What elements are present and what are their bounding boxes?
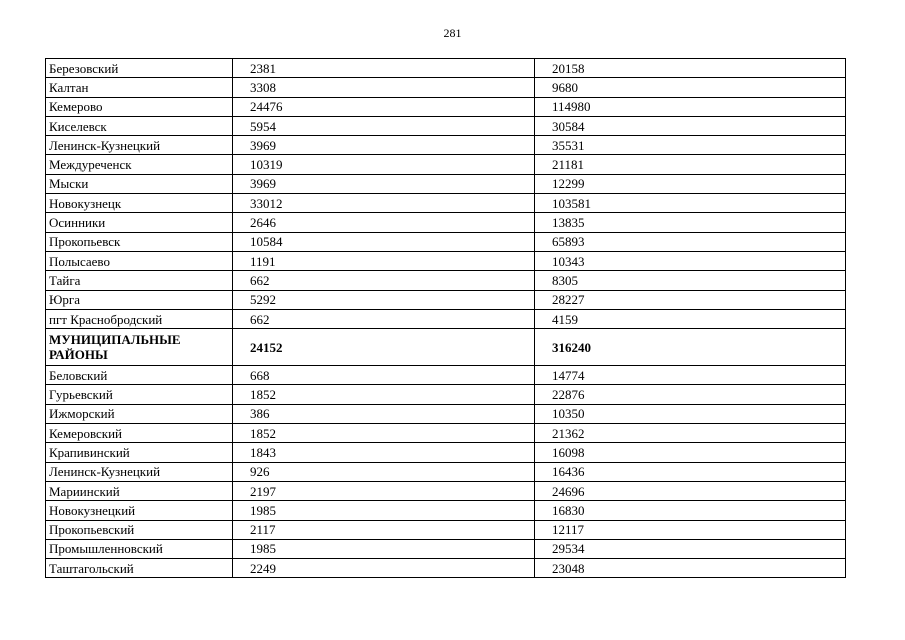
row-value-1: 10319 xyxy=(233,155,535,174)
row-name: Березовский xyxy=(46,59,233,78)
row-name: Новокузнецкий xyxy=(46,501,233,520)
row-value-1: 1852 xyxy=(233,424,535,443)
table-row xyxy=(46,424,846,443)
table-row xyxy=(46,174,846,193)
table-row xyxy=(46,194,846,213)
row-name: Полысаево xyxy=(46,251,233,270)
table-row xyxy=(46,97,846,116)
row-name: Междуреченск xyxy=(46,155,233,174)
row-name: пгт Краснобродский xyxy=(46,309,233,328)
row-value-1: 33012 xyxy=(233,194,535,213)
row-value-2: 20158 xyxy=(535,59,846,78)
table-row xyxy=(46,155,846,174)
row-value-2: 65893 xyxy=(535,232,846,251)
row-name: Калтан xyxy=(46,78,233,97)
row-value-2: 10350 xyxy=(535,404,846,423)
table-row xyxy=(46,404,846,423)
table-row xyxy=(46,309,846,328)
table-row xyxy=(46,501,846,520)
table-row xyxy=(46,443,846,462)
group-name: МУНИЦИПАЛЬНЫЕ РАЙОНЫ xyxy=(46,329,233,366)
row-name: Новокузнецк xyxy=(46,194,233,213)
row-value-2: 13835 xyxy=(535,213,846,232)
table-row xyxy=(46,59,846,78)
row-name: Киселевск xyxy=(46,116,233,135)
row-value-2: 23048 xyxy=(535,559,846,578)
row-name: Ленинск-Кузнецкий xyxy=(46,462,233,481)
row-value-2: 28227 xyxy=(535,290,846,309)
table-row xyxy=(46,290,846,309)
row-value-1: 2249 xyxy=(233,559,535,578)
row-value-1: 2381 xyxy=(233,59,535,78)
row-value-2: 16436 xyxy=(535,462,846,481)
row-value-1: 662 xyxy=(233,309,535,328)
row-value-2: 16098 xyxy=(535,443,846,462)
row-value-1: 10584 xyxy=(233,232,535,251)
row-value-1: 668 xyxy=(233,366,535,385)
row-value-2: 103581 xyxy=(535,194,846,213)
row-value-2: 14774 xyxy=(535,366,846,385)
table-row xyxy=(46,251,846,270)
row-value-1: 1852 xyxy=(233,385,535,404)
row-value-2: 114980 xyxy=(535,97,846,116)
row-value-2: 21362 xyxy=(535,424,846,443)
row-name: Мыски xyxy=(46,174,233,193)
table-row xyxy=(46,462,846,481)
row-value-2: 24696 xyxy=(535,481,846,500)
row-name: Таштагольский xyxy=(46,559,233,578)
row-name: Кемеровский xyxy=(46,424,233,443)
row-value-1: 386 xyxy=(233,404,535,423)
group-value-1: 24152 xyxy=(233,329,535,366)
table-row xyxy=(46,385,846,404)
table-row xyxy=(46,559,846,578)
row-value-1: 3969 xyxy=(233,174,535,193)
row-name: Юрга xyxy=(46,290,233,309)
row-value-1: 2646 xyxy=(233,213,535,232)
row-name: Ленинск-Кузнецкий xyxy=(46,136,233,155)
row-value-2: 21181 xyxy=(535,155,846,174)
table-row xyxy=(46,232,846,251)
table-row xyxy=(46,366,846,385)
table-group-row xyxy=(46,329,846,366)
row-value-2: 29534 xyxy=(535,539,846,558)
row-value-2: 4159 xyxy=(535,309,846,328)
data-table xyxy=(45,58,846,578)
table-row xyxy=(46,520,846,539)
row-value-1: 1985 xyxy=(233,501,535,520)
row-value-1: 1191 xyxy=(233,251,535,270)
row-value-2: 30584 xyxy=(535,116,846,135)
row-value-2: 9680 xyxy=(535,78,846,97)
table-row xyxy=(46,539,846,558)
row-value-2: 8305 xyxy=(535,271,846,290)
row-name: Кемерово xyxy=(46,97,233,116)
row-value-1: 3308 xyxy=(233,78,535,97)
row-value-2: 22876 xyxy=(535,385,846,404)
row-name: Прокопьевск xyxy=(46,232,233,251)
row-value-2: 16830 xyxy=(535,501,846,520)
row-name: Беловский xyxy=(46,366,233,385)
row-value-1: 662 xyxy=(233,271,535,290)
row-name: Тайга xyxy=(46,271,233,290)
row-value-2: 10343 xyxy=(535,251,846,270)
row-value-1: 5954 xyxy=(233,116,535,135)
table-row xyxy=(46,116,846,135)
row-value-1: 1985 xyxy=(233,539,535,558)
row-name: Гурьевский xyxy=(46,385,233,404)
row-name: Промышленновский xyxy=(46,539,233,558)
row-value-1: 3969 xyxy=(233,136,535,155)
row-value-1: 1843 xyxy=(233,443,535,462)
table-row xyxy=(46,78,846,97)
row-value-1: 24476 xyxy=(233,97,535,116)
row-value-1: 926 xyxy=(233,462,535,481)
row-value-2: 35531 xyxy=(535,136,846,155)
row-name: Ижморский xyxy=(46,404,233,423)
table-row xyxy=(46,136,846,155)
group-value-2: 316240 xyxy=(535,329,846,366)
page-number: 281 xyxy=(443,26,462,40)
row-value-1: 2117 xyxy=(233,520,535,539)
row-value-2: 12117 xyxy=(535,520,846,539)
row-name: Мариинский xyxy=(46,481,233,500)
table-row xyxy=(46,213,846,232)
row-value-2: 12299 xyxy=(535,174,846,193)
row-name: Крапивинский xyxy=(46,443,233,462)
row-value-1: 5292 xyxy=(233,290,535,309)
table-row xyxy=(46,481,846,500)
table-row xyxy=(46,271,846,290)
row-name: Осинники xyxy=(46,213,233,232)
row-name: Прокопьевский xyxy=(46,520,233,539)
row-value-1: 2197 xyxy=(233,481,535,500)
